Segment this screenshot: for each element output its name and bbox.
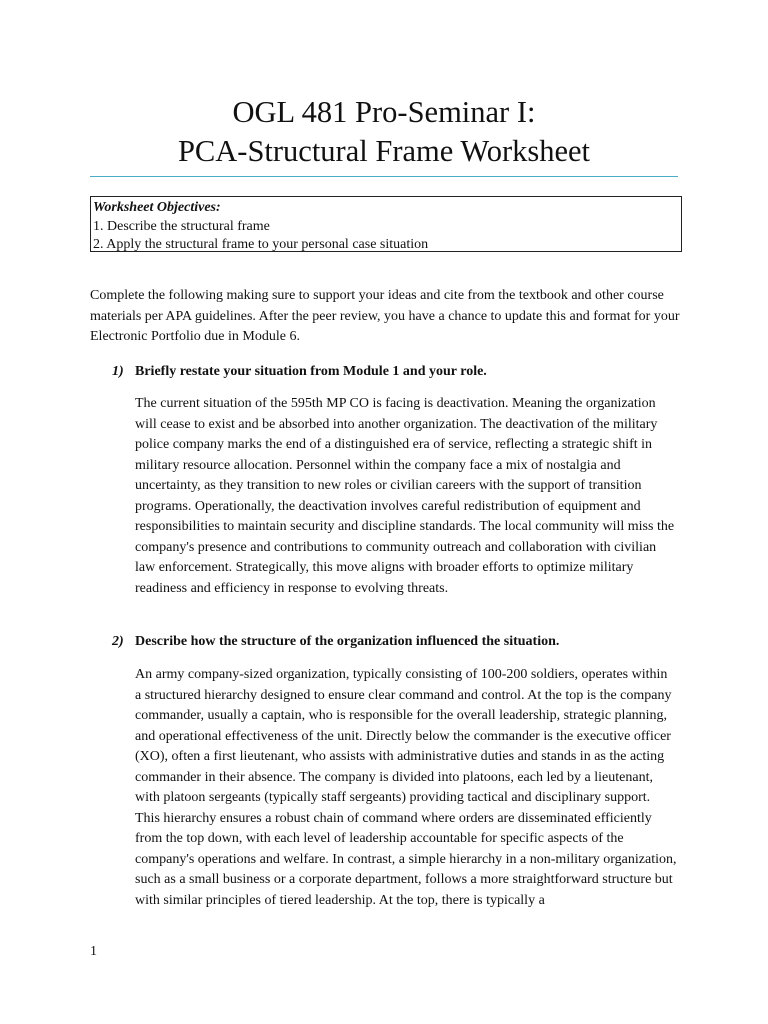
title-line-1: OGL 481 Pro-Seminar I: (232, 95, 536, 129)
answer-text: The current situation of the 595th MP CO is facing is deactivation. Meaning the organization will cease to exist and be absorbed into another organization. The deactivation of the military police company marks the end of a distinguished era of service, reflecting a strategic shift in military resource allocation. Personnel within the company face a mix of nostalgia and uncertainty, as they transition to new roles or civilian careers with the support of transition programs. Operationally, the deactivation involves careful redistribution of equipment and responsibilities to maintain security and discipline standards. The local community will miss the company's presence and contributions to community outreach and collaboration with civilian law enforcement. Strategically, this move aligns with broader efforts to optimize military readiness and efficiency in response to evolving threats. (135, 396, 675, 596)
instructions-paragraph: Complete the following making sure to support your ideas and cite from the textbook and other course materials per APA guidelines. After the peer review, you have a chance to update this and format for your Electronic Portfolio due in Module 6. (90, 288, 680, 344)
question-number: 1) (112, 364, 124, 379)
answer-1 (135, 394, 677, 599)
page-number: 1 (90, 944, 97, 959)
objective-item: 2. Apply the structural frame to your personal case situation (93, 237, 429, 252)
objectives-heading: Worksheet Objectives: (93, 200, 221, 215)
title-divider (90, 176, 678, 177)
answer-2 (135, 665, 677, 911)
question-text: Briefly restate your situation from Module 1 and your role. (135, 364, 487, 379)
question-number: 2) (112, 634, 124, 649)
title-line-2: PCA-Structural Frame Worksheet (177, 134, 591, 168)
document-title (90, 93, 678, 171)
answer-text: An army company-sized organization, typically consisting of 100-200 soldiers, operates within a structured hierarchy designed to ensure clear command and control. At the top is the company commander, usually a captain, who is responsible for the overall leadership, strategic planning, and operational effectiveness of the unit. Directly below the commander is the executive officer (XO), often a first lieutenant, who assists with administrative duties and stands in as the acting commander in their absence. The company is divided into platoons, each led by a lieutenant, with platoon sergeants (typically staff sergeants) providing tactical and disciplinary support. This hierarchy ensures a robust chain of command where orders are disseminated efficiently from the top down, with each level of leadership accountable for specific aspects of the company's operations and welfare. In contrast, a simple hierarchy in a non-military organization, such as a small business or a corporate department, follows a more straightforward structure but with similar principles of tiered leadership. At the top, there is typically a (135, 667, 677, 908)
objectives-box (90, 196, 682, 252)
objective-item: 1. Describe the structural frame (93, 218, 270, 234)
question-text: Describe how the structure of the organization influenced the situation. (135, 634, 560, 649)
